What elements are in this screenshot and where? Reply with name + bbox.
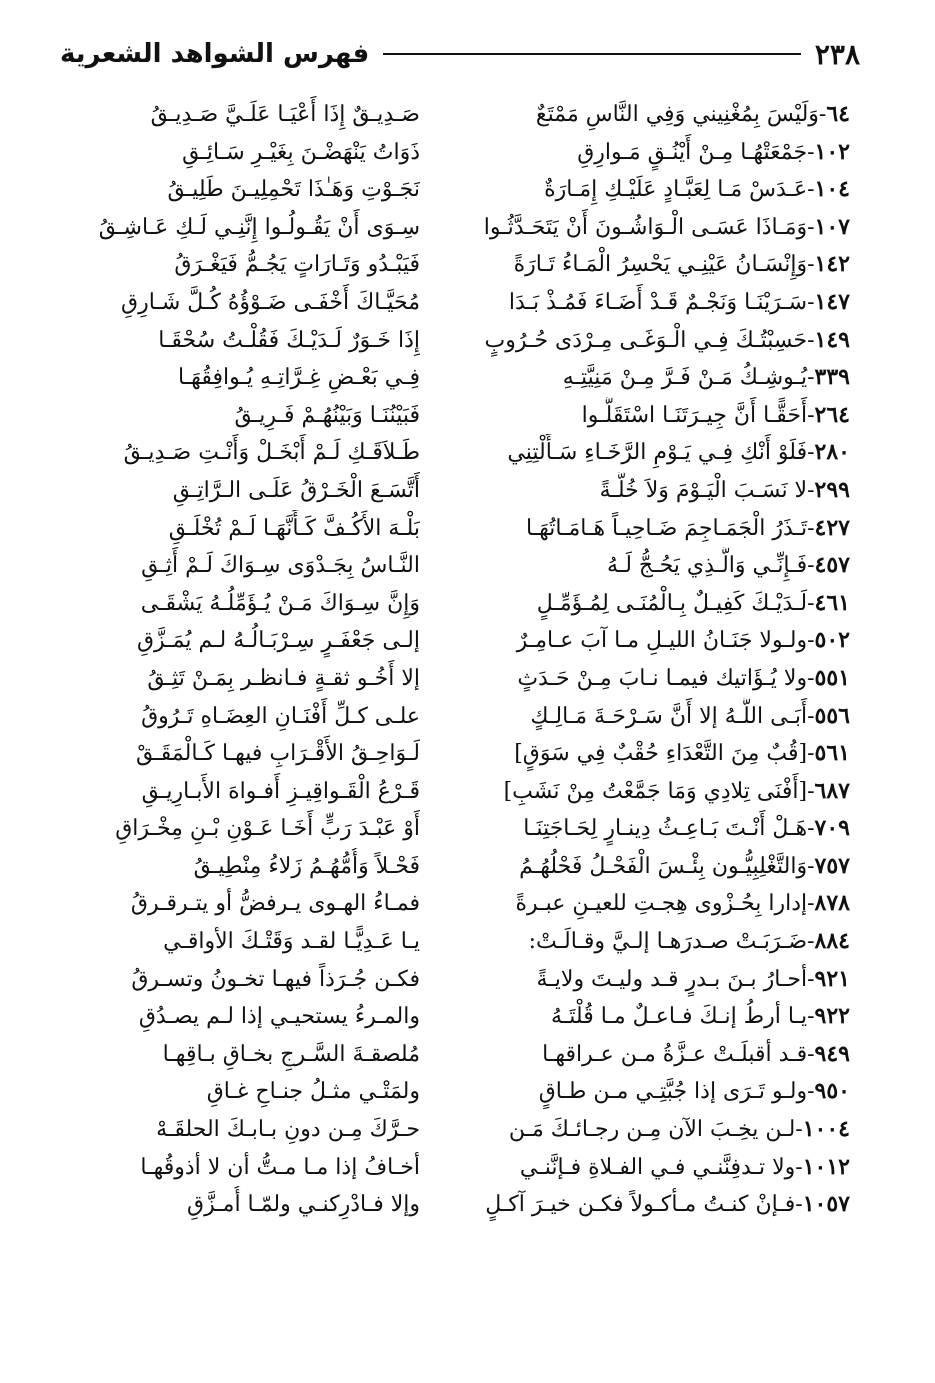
verse-entry: [450, 547, 850, 585]
verse-first-hemistich: وَالتَّغْلِبِيُّـون بِئْـسَ الْفَحْـلُ فَحْلُهُـمُ: [519, 853, 808, 879]
verse-column-second-hemistich: [60, 96, 420, 1224]
verse-separator: -: [807, 252, 815, 278]
verse-separator: -: [807, 590, 815, 616]
verse-separator: -: [807, 778, 815, 804]
verse-entry: [450, 134, 850, 172]
verse-second-hemistich: إلـى جَعْفَـرٍ سِـرْبَـالُـهُ لـم يُمَـزَّقِ: [136, 628, 420, 654]
verse-first-hemistich: أحـارُ بـنَ بـدرٍ قـد وليـتَ ولايـةً: [536, 966, 808, 992]
verse-number: ٩٢٢: [814, 1003, 850, 1030]
verse-separator: -: [807, 628, 815, 654]
verse-second-hemistich: بَلْـهَ الأَكُـفَّ كَـأَنَّهَـا لَـمْ تُخْلَـقِ: [168, 515, 420, 541]
verse-second-hemistich: والمـرءُ يستحيـي إذا لـم يصـدُقِ: [138, 1004, 420, 1030]
verse-second-hemistich: فمـاءُ الهـوى يـرفضُّ أو يتـرقـرقُ: [130, 891, 420, 917]
verse-number: ٩٥٠: [814, 1078, 850, 1105]
verse-separator: -: [807, 477, 815, 503]
verse-entry: [450, 171, 850, 209]
verse-entry: [450, 1111, 850, 1149]
verse-entry: [450, 1186, 850, 1224]
verse-number: ٢٨٠: [814, 439, 850, 466]
verse-separator: -: [807, 139, 815, 165]
verse-separator: -: [807, 703, 815, 729]
verse-second-hemistich: فَبَيْنُنَـا وَبَيْنُهُـمْ فَـرِيـقُ: [234, 402, 420, 428]
verse-entry: [450, 284, 850, 322]
verse-separator: -: [807, 1041, 815, 1067]
verse-number: ١٠٤: [814, 176, 850, 203]
verse-second-hemistich: وإلا فـادْرِكنـي ولمّـا أُمـزَّقِ: [187, 1192, 420, 1218]
verse-entry: [450, 660, 850, 698]
verse-entry: [450, 961, 850, 999]
verse-separator: -: [818, 102, 827, 127]
verse-entry: [450, 246, 850, 284]
verse-first-hemistich: وَإِنْسَـانُ عَيْنِـي يَحْسِرُ الْمَـاءُ تَـارَةً: [513, 252, 808, 278]
verse-first-hemistich: حَسِبْتُـكَ فِـي الْـوَغَـى مِـرْدَى حُـرُوبٍ: [484, 327, 808, 353]
verse-number: ٨٧٨: [814, 890, 850, 917]
verse-entry: [450, 885, 850, 923]
verse-second-hemistich: نَجَـوْتِ وَهَـٰذَا تَحْمِلِيـنَ طَلِيـقُ: [167, 177, 420, 203]
verse-number: ٧٥٧: [814, 852, 850, 879]
verse-first-hemistich: فَـإِنِّـي وَالَّـذِي يَحُـجُّ لَـهُ: [606, 553, 808, 579]
verse-first-hemistich: فَلَوْ أَنْكِ فِـي يَـوْمِ الرَّخَـاءِ سَـأَلْتِنِي: [507, 440, 808, 466]
verse-entry: [450, 322, 850, 360]
verse-first-hemistich: ولـو تَـرَى إذا جُبَّتِـي مـن طـاقٍ: [538, 1079, 808, 1105]
verse-first-hemistich: أَحَقًّـا أَنَّ جِيـرَتَنَـا اسْتَقَلُّـوا: [581, 402, 808, 428]
verse-entry: [450, 434, 850, 472]
verse-first-hemistich: لَـدَيْـكَ كَفِيـلٌ بِـالْمُنَـى لِمُـؤَمِّـلٍ: [536, 590, 808, 616]
verse-number: ٤٥٧: [814, 552, 850, 579]
verse-first-hemistich: هَـلْ أَنْـتَ بَـاعِـثُ دِينـارٍ لِحَـاجَتِنَـا: [523, 816, 808, 842]
verse-separator: -: [807, 1004, 815, 1030]
verse-entry: [450, 773, 850, 811]
verse-second-hemistich: فَحْـلاً وَأُمُّهُـمُ زَلاءُ مِنْطِيـقُ: [193, 853, 420, 879]
verse-entry: [450, 998, 850, 1036]
verse-number: ٦٨٧: [814, 777, 850, 804]
verse-number: ٧٠٩: [814, 815, 850, 842]
verse-second-hemistich: أخـافُ إذا مـا مـتُّ أن لا أذوقُهـا: [140, 1154, 420, 1180]
verse-second-hemistich: مُحَيَّـاكَ أَخْفَـى ضَـوْؤُهُ كُـلَّ شَـارِقِ: [121, 289, 420, 315]
verse-second-hemistich: يـا عَـدِيًّـا لقـد وَقَتْـكَ الأواقـي: [163, 929, 420, 955]
verse-second-hemistich: أَوْ عَبْـدَ رَبٍّ أَخَـا عَـوْنِ بْـنِ مِخْـرَاقِ: [115, 816, 420, 842]
verse-number: ٥٥١: [814, 664, 850, 691]
verse-separator: -: [795, 1154, 803, 1180]
verse-second-hemistich: ذَوَاتُ يَنْهَضْـنَ بِغَيْـرِ سَـائِـقِ: [182, 139, 420, 165]
verse-second-hemistich: فكـن جُـرَذاً فيهـا تخـونُ وتسـرقُ: [131, 966, 420, 992]
verse-entry: [450, 1073, 850, 1111]
verse-first-hemistich: ولـولا جَنَـانُ الليـلِ مـا آبَ عـامِـرٌ: [516, 628, 808, 654]
verse-number: ٩٤٩: [814, 1040, 850, 1067]
verse-second-hemistich: صَـدِيـقٌ إِذَا أَعْيَـا عَلَـيَّ صَـدِيـقُ: [150, 102, 420, 127]
verse-number: ١٠٥٧: [802, 1191, 850, 1218]
verse-second-hemistich: حـرَّكَ مِـن دونِ بـابـكَ الحلقَـهْ: [156, 1117, 420, 1143]
verse-first-hemistich: [قُبٌ مِنَ التَّعْدَاءِ حُقْبٌ فِي سَوَقٍ]: [514, 741, 808, 767]
verse-first-hemistich: جَمْعَتْهُـا مِـنْ أَيْنُـقٍ مَـوارِقِ: [577, 139, 808, 165]
verse-separator: -: [807, 327, 815, 353]
verse-separator: -: [795, 1117, 803, 1143]
verse-separator: -: [807, 1079, 815, 1105]
verse-number: ٩٢١: [814, 965, 850, 992]
verse-separator: -: [807, 289, 815, 315]
verse-number: ٢٩٩: [814, 476, 850, 503]
verse-second-hemistich: قَـرْعُ الْقَـواقِيـزِ أَفـواهَ الأَبـارِيـقِ: [141, 778, 420, 804]
verse-separator: -: [807, 214, 815, 240]
running-title: فهرس الشواهد الشعرية: [60, 39, 370, 69]
verse-separator: -: [807, 402, 815, 428]
verse-separator: -: [807, 515, 815, 541]
verse-number: ٥٦١: [814, 740, 850, 767]
verse-first-hemistich: سَـرَيْنَـا وَنَجْـمٌ قَـدْ أَضَـاءَ فَمُـذْ بَـدَا: [508, 289, 808, 315]
verse-number: ١٤٩: [814, 326, 850, 353]
verse-second-hemistich: فِـي بَعْـضِ غِـرَّاتِـهِ يُـوافِقُهَـا: [178, 365, 420, 391]
verse-column-first-hemistich: [450, 96, 850, 1224]
verse-first-hemistich: فـإنْ كنـتُ مـأكـولاً فكـن خيـرَ آكـلٍ: [485, 1192, 796, 1218]
verse-entry: [450, 96, 850, 134]
verse-separator: -: [807, 741, 815, 767]
verse-entry: [450, 1149, 850, 1187]
verse-first-hemistich: عَـدَسْ مَـا لِعَبَّـادٍ عَلَيْـكِ إِمَـارَةٌ: [544, 177, 808, 203]
verse-first-hemistich: [أَفْنَى تِلادِي وَمَا جَمَّعْتُ مِنْ نَشَبِ]: [503, 778, 808, 804]
verse-second-hemistich: مُلصقـةَ السَّـرجِ بخـاقِ بـاقِهـا: [162, 1041, 420, 1067]
verse-number: ٤٦١: [814, 589, 850, 616]
verse-entry: [450, 698, 850, 736]
verse-first-hemistich: تَـذَرُ الْجَمَـاجِمَ ضَـاحِيـاً هَـامَـاتُهَـا: [525, 515, 808, 541]
verse-entry: [450, 510, 850, 548]
verse-entry: [450, 735, 850, 773]
verse-entry: [450, 810, 850, 848]
verse-second-hemistich: وَإِنَّ سِـوَاكَ مَـنْ يُـؤَمِّلُـهُ يَشْقَـى: [140, 590, 420, 616]
verse-number: ٥٥٦: [814, 702, 850, 729]
verse-number: ١٠٢: [814, 138, 850, 165]
verse-number: ١٠١٢: [802, 1153, 850, 1180]
verse-entry: [450, 585, 850, 623]
page-number: ٢٣٨: [814, 37, 860, 71]
verse-number: ٣٣٩: [814, 364, 850, 391]
verse-first-hemistich: ولا تـدفِنَّنـي فـي الفـلاةِ فـإنَّنـي: [519, 1154, 796, 1180]
verse-number: ١٠٧: [814, 213, 850, 240]
verse-number: ١٠٠٤: [802, 1116, 850, 1143]
verse-separator: -: [807, 929, 815, 955]
verse-second-hemistich: علـى كـلِّ أَفْنَـانِ العِضَـاهِ تَـرُوقُ: [141, 703, 420, 729]
verse-second-hemistich: إلا أَخُـو ثقـةٍ فـانظـر بِمَـنْ تَثِـقُ: [147, 665, 420, 691]
verse-number: ٥٠٢: [814, 627, 850, 654]
verse-first-hemistich: قـد أقبلَـتْ عـزَّةُ مـن عـراقهـا: [542, 1041, 808, 1067]
verse-separator: -: [807, 665, 815, 691]
verse-second-hemistich: لَـوَاحِـقُ الأَقْـرَابِ فيهـا كَـالْمَقَـقْ: [136, 741, 420, 767]
verse-number: ١٤٢: [814, 251, 850, 278]
verse-first-hemistich: أَبَـى اللَّـهُ إلا أَنَّ سَـرْحَـةَ مَـالِـكٍ: [530, 703, 808, 729]
verse-second-hemistich: إِذَا خَـوَرٌ لَـدَيْـكَ فَقُلْـتُ سُحْقَـا: [158, 327, 420, 353]
verse-entry: [450, 359, 850, 397]
verse-entry: [450, 923, 850, 961]
header-rule: [383, 53, 801, 55]
verse-separator: -: [795, 1192, 803, 1218]
verse-second-hemistich: النَّـاسُ بِجَـدْوَى سِـوَاكَ لَـمْ أَثِـقِ: [141, 553, 420, 579]
verse-second-hemistich: ولمَتْـي مثـلُ جنـاحِ غـاقِ: [206, 1079, 420, 1105]
verse-first-hemistich: لـن يخِـبَ الآن مِـن رجـائـكَ مَـن: [508, 1117, 796, 1143]
verse-first-hemistich: وَمَـاذَا عَسَـى الْـوَاشُـونَ أَنْ يَتَحَـدَّثُـوا: [483, 214, 808, 240]
verse-separator: -: [807, 177, 815, 203]
verse-second-hemistich: طَـلاَقَـكِ لَـمْ أَبْخَـلْ وَأَنْـتِ صَـدِيـقُ: [123, 440, 420, 466]
verse-second-hemistich: فَيَبْـدُو وَتَـارَاتٍ يَجُـمُّ فَيَغْـرَقُ: [174, 252, 420, 278]
verse-second-hemistich: سِـوَى أَنْ يَقُـولُـوا إِنَّنِـي لَـكِ عَـاشِـقُ: [98, 214, 420, 240]
verse-entry: [450, 209, 850, 247]
verse-first-hemistich: لا نَسَـبَ الْيَـوْمَ وَلاَ خُلَّـةً: [599, 477, 808, 503]
verse-first-hemistich: يـا أرطُ إنـكَ فـاعـلٌ مـا قُلْتَـهُ: [551, 1004, 808, 1030]
verse-first-hemistich: إدارا بِحُـزْوى هِجـتِ للعيـنِ عبـرةً: [515, 891, 808, 917]
verse-first-hemistich: ضَـرَبَـتْ صـدرَهـا إلـيَّ وقـالَـتْ:: [528, 929, 808, 955]
verse-number: ٤٢٧: [814, 514, 850, 541]
verse-number: ١٤٧: [814, 288, 850, 315]
verse-separator: -: [807, 966, 815, 992]
verse-entry: [450, 622, 850, 660]
verse-number: ٢٦٤: [814, 401, 850, 428]
verse-first-hemistich: وَلَيْسَ بِمُغْنِيني وَفِي النَّاسِ مَمْتَعٌ: [535, 102, 819, 127]
verse-separator: -: [807, 816, 815, 842]
verse-first-hemistich: ولا يُـؤَاتيك فيمـا نـابَ مِـنْ حَـدَثٍ: [517, 665, 808, 691]
verse-second-hemistich: أَتَّسَـعَ الْخَـرْقُ عَلَـى الـرَّاتِـقِ: [172, 477, 420, 503]
verse-separator: -: [807, 853, 815, 879]
verse-separator: -: [807, 365, 815, 391]
page-header: [60, 34, 860, 74]
verse-entry: [450, 397, 850, 435]
verse-entry: [450, 1036, 850, 1074]
verse-entry: [450, 472, 850, 510]
verse-number: ٦٤: [826, 101, 850, 127]
verse-separator: -: [807, 440, 815, 466]
verse-entry: [450, 848, 850, 886]
verse-separator: -: [807, 891, 815, 917]
verse-number: ٨٨٤: [814, 928, 850, 955]
verse-separator: -: [807, 553, 815, 579]
verse-first-hemistich: يُـوشِـكُ مَـنْ فَـرَّ مِـنْ مَنِيَّتِـهِ: [562, 365, 808, 391]
